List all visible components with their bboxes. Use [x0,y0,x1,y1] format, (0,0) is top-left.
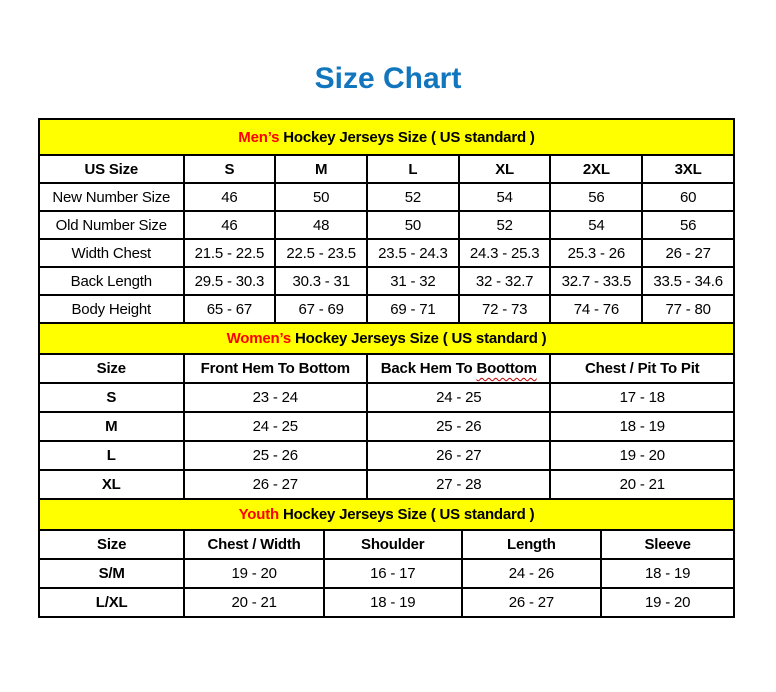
value-cell: 17 - 18 [550,383,734,412]
col-header-us-size: US Size [39,155,184,183]
mens-band-row [39,119,734,155]
value-cell: 19 - 20 [550,441,734,470]
value-cell: 77 - 80 [642,295,734,323]
row-label: S/M [39,559,184,588]
row-label: S [39,383,184,412]
value-cell: 60 [642,183,734,211]
row-label: Old Number Size [39,211,184,239]
value-cell: 54 [459,183,551,211]
col-header-2xl: 2XL [550,155,642,183]
row-label: L [39,441,184,470]
page-title: Size Chart [314,62,462,95]
col-header-chest-pit: Chest / Pit To Pit [550,354,734,383]
value-cell: 30.3 - 31 [275,267,367,295]
table-row-body-height [39,295,734,323]
col-header-size: Size [39,354,184,383]
value-cell: 54 [550,211,642,239]
row-label: M [39,412,184,441]
value-cell: 23 - 24 [184,383,367,412]
value-cell: 72 - 73 [459,295,551,323]
value-cell: 25 - 26 [367,412,550,441]
table-row-youth-lxl [39,588,734,617]
col-header-front-hem: Front Hem To Bottom [184,354,367,383]
value-cell: 26 - 27 [367,441,550,470]
table-row-back-length [39,267,734,295]
value-cell: 48 [275,211,367,239]
value-cell: 50 [275,183,367,211]
value-cell: 69 - 71 [367,295,459,323]
youth-size-table [38,498,735,618]
value-cell: 19 - 20 [184,559,324,588]
row-label: Back Length [39,267,184,295]
mens-header-row [39,155,734,183]
value-cell: 65 - 67 [184,295,276,323]
womens-title-red-text: Women’s [226,330,292,347]
value-cell: 18 - 19 [324,588,462,617]
col-header-size: Size [39,530,184,559]
youth-title-red-text: Youth [238,506,279,523]
table-row-width-chest [39,239,734,267]
mens-title-red-text: Men’s [238,128,280,146]
value-cell: 24 - 26 [462,559,602,588]
value-cell: 26 - 27 [184,470,367,499]
youth-header-row [39,530,734,559]
col-header-l: L [367,155,459,183]
col-header-sleeve: Sleeve [601,530,734,559]
value-cell: 56 [550,183,642,211]
womens-size-table [38,322,735,500]
value-cell: 46 [184,183,276,211]
value-cell: 21.5 - 22.5 [184,239,276,267]
row-label: New Number Size [39,183,184,211]
table-row-old-number-size [39,211,734,239]
value-cell: 32.7 - 33.5 [550,267,642,295]
value-cell: 24.3 - 25.3 [459,239,551,267]
value-cell: 50 [367,211,459,239]
value-cell: 20 - 21 [184,588,324,617]
womens-table-title [39,323,734,354]
back-hem-typo-text: Boottom [476,360,537,377]
value-cell: 46 [184,211,276,239]
table-row-womens-l [39,441,734,470]
table-row-womens-s [39,383,734,412]
col-header-3xl: 3XL [642,155,734,183]
value-cell: 16 - 17 [324,559,462,588]
table-row-youth-sm [39,559,734,588]
col-header-xl: XL [459,155,551,183]
col-header-m: M [275,155,367,183]
value-cell: 74 - 76 [550,295,642,323]
back-hem-prefix-text: Back Hem To [380,360,473,377]
youth-table-title [39,499,734,530]
value-cell: 31 - 32 [367,267,459,295]
col-header-chest-width: Chest / Width [184,530,324,559]
mens-table-title [39,119,734,155]
value-cell: 22.5 - 23.5 [275,239,367,267]
value-cell: 19 - 20 [601,588,734,617]
value-cell: 33.5 - 34.6 [642,267,734,295]
table-row-womens-m [39,412,734,441]
value-cell: 20 - 21 [550,470,734,499]
value-cell: 67 - 69 [275,295,367,323]
row-label: XL [39,470,184,499]
value-cell: 52 [367,183,459,211]
value-cell: 52 [459,211,551,239]
value-cell: 24 - 25 [367,383,550,412]
col-header-back-hem [367,354,550,383]
mens-title-rest-text: Hockey Jerseys Size ( US standard ) [283,128,535,146]
value-cell: 25 - 26 [184,441,367,470]
womens-title-rest-text: Hockey Jerseys Size ( US standard ) [294,330,547,347]
value-cell: 32 - 32.7 [459,267,551,295]
value-cell: 27 - 28 [367,470,550,499]
value-cell: 18 - 19 [550,412,734,441]
womens-band-row [39,323,734,354]
value-cell: 56 [642,211,734,239]
value-cell: 23.5 - 24.3 [367,239,459,267]
value-cell: 26 - 27 [462,588,602,617]
row-label: Body Height [39,295,184,323]
row-label: L/XL [39,588,184,617]
mens-size-table [38,118,735,324]
value-cell: 25.3 - 26 [550,239,642,267]
table-row-womens-xl [39,470,734,499]
value-cell: 18 - 19 [601,559,734,588]
row-label: Width Chest [39,239,184,267]
womens-header-row [39,354,734,383]
col-header-length: Length [462,530,602,559]
value-cell: 29.5 - 30.3 [184,267,276,295]
youth-title-rest-text: Hockey Jerseys Size ( US standard ) [282,506,535,523]
col-header-s: S [184,155,276,183]
value-cell: 24 - 25 [184,412,367,441]
table-row-new-number-size [39,183,734,211]
col-header-shoulder: Shoulder [324,530,462,559]
value-cell: 26 - 27 [642,239,734,267]
youth-band-row [39,499,734,530]
